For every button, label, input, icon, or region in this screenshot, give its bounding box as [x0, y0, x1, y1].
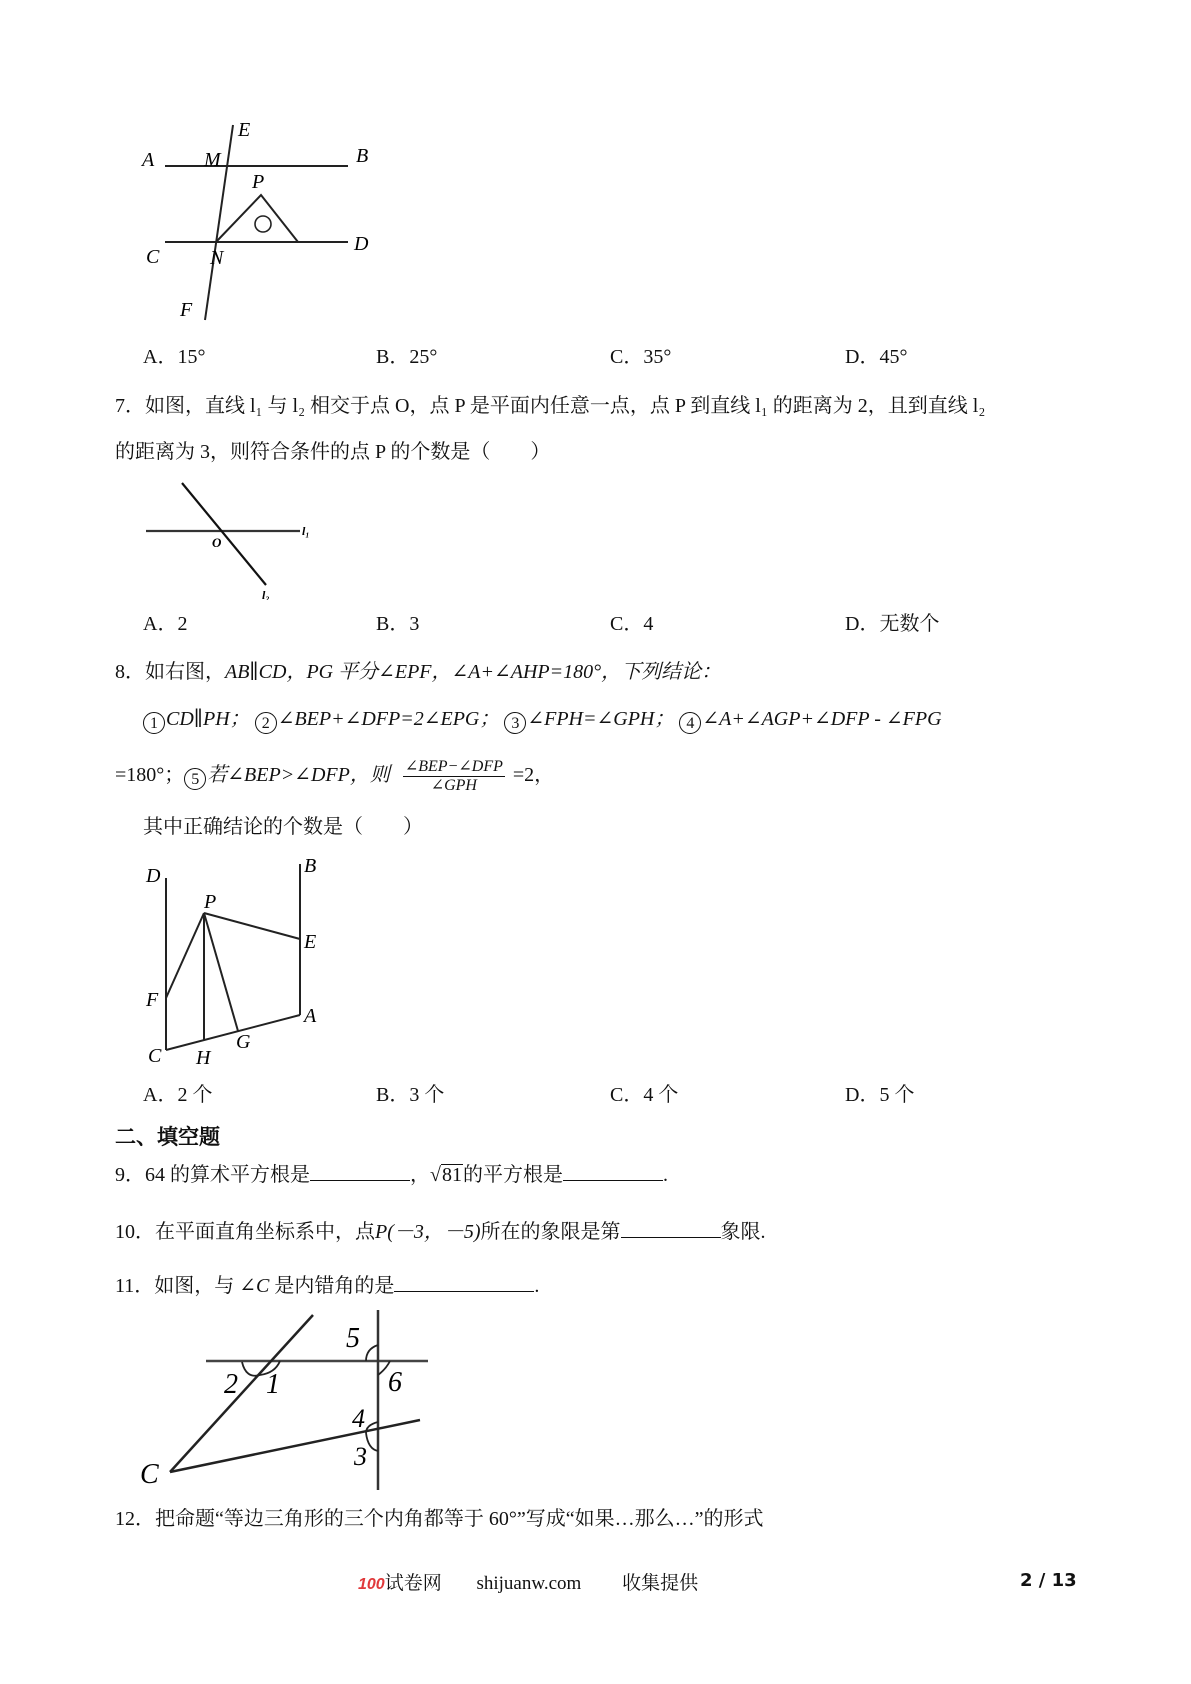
label-h: H [196, 1047, 211, 1069]
label-d: D [146, 865, 161, 887]
label-1: 1 [266, 1369, 280, 1400]
q8-text-line1 [115, 658, 721, 686]
label-l2: l₂ [262, 588, 270, 600]
label-3: 3 [354, 1442, 367, 1471]
q10-prefix: 10．在平面直角坐标系中，点 [115, 1221, 375, 1243]
q7-option-a: A．2 [143, 613, 188, 635]
q8-option-c: C．4 个 [610, 1084, 679, 1106]
q8-line3-suffix: =2， [512, 764, 555, 787]
q8-conclusion-2: ∠BEP+∠DFP=2∠EPG； [277, 708, 500, 730]
label-c: C [148, 1045, 162, 1067]
q8-text-line3 [115, 758, 554, 795]
label-2: 2 [224, 1369, 238, 1400]
q6-option-c: C．35° [610, 346, 672, 368]
q10-text [115, 1217, 766, 1246]
q8-condition: AB∥CD，PG 平分∠EPF，∠A+∠AHP=180°，下列结论： [225, 661, 722, 683]
label-b: B [304, 855, 317, 877]
q11-answer-blank[interactable] [394, 1271, 534, 1292]
line-pe [204, 913, 300, 939]
label-g: G [236, 1031, 251, 1053]
label-c: C [146, 246, 160, 268]
q9-sqrt-value: 81 [441, 1164, 462, 1186]
q10-point: P(－3，－5) [375, 1221, 481, 1243]
fraction-denominator: ∠GPH [430, 777, 477, 794]
q10-suffix: 所在的象限是第 [480, 1221, 621, 1243]
label-5: 5 [346, 1323, 360, 1354]
q11-prefix: 11．如图，与 [115, 1275, 240, 1297]
q8-text-line2 [143, 705, 942, 734]
q8-prefix: 8．如右图， [115, 661, 225, 683]
q11-end: . [534, 1275, 540, 1297]
label-n: N [210, 247, 224, 269]
line-ca [166, 1015, 300, 1050]
label-e: E [304, 931, 317, 953]
label-d: D [354, 233, 369, 255]
q6-option-a: A．15° [143, 346, 206, 368]
q8-fraction [403, 758, 505, 795]
circled-4: 4 [679, 712, 701, 734]
q11-angle: ∠C [239, 1275, 270, 1297]
q8-conclusion-1: CD∥PH； [166, 708, 250, 730]
q9-suffix: 的平方根是 [462, 1164, 563, 1186]
triangle-hole [255, 216, 271, 232]
label-p: P [204, 891, 217, 913]
label-a: A [304, 1005, 317, 1027]
q9-text: 9．64 的算术平方根是 ，√81的平方根是 . [115, 1160, 668, 1189]
line-pg [204, 913, 238, 1031]
q6-figure [140, 120, 380, 330]
page-number: 2 / 13 [1020, 1570, 1077, 1591]
label-f: F [146, 989, 159, 1011]
q7-text-line1: 7．如图，直线 l₁ 与 l₂ 相交于点 O，点 P 是平面内任意一点，点 P 到直线 l₁ 的距离为 2，且到直线 l₂ [115, 395, 986, 417]
site-logo-icon: 100 [358, 1576, 385, 1593]
q9-answer-blank-2[interactable] [563, 1160, 663, 1181]
q8-conclusion-3: ∠FPH=∠GPH； [527, 708, 675, 730]
q11-text [115, 1271, 539, 1300]
q9-prefix: 9．64 的算术平方根是 [115, 1164, 310, 1186]
circled-3: 3 [504, 712, 526, 734]
circled-2: 2 [255, 712, 277, 734]
angle-arc-3 [366, 1433, 378, 1451]
q11-figure [130, 1305, 440, 1500]
circled-5: 5 [184, 768, 206, 790]
q10-answer-blank[interactable] [621, 1217, 721, 1238]
angle-arc-2 [242, 1362, 260, 1376]
label-l1: l₁ [302, 524, 310, 538]
q8-option-d: D．5 个 [845, 1084, 915, 1106]
q9-mid: ， [410, 1164, 430, 1186]
label-m: M [204, 149, 221, 171]
footer [358, 1568, 698, 1595]
q6-option-b: B．25° [376, 346, 438, 368]
q6-option-d: D．45° [845, 346, 908, 368]
label-c: C [140, 1459, 159, 1490]
label-a: A [142, 149, 155, 171]
section-heading: 二、填空题 [115, 1125, 220, 1149]
q7-figure [140, 475, 320, 600]
transversal-c-up [170, 1315, 313, 1472]
q7-option-b: B．3 [376, 613, 420, 635]
footer-domain[interactable]: shijuanw.com [476, 1573, 582, 1594]
label-o: O [212, 535, 222, 550]
q10-end: 象限. [720, 1221, 766, 1243]
q8-line3-prefix: =180°； [115, 764, 185, 787]
line-pf [166, 913, 204, 998]
q8-text-line4: 其中正确结论的个数是（ ） [143, 816, 423, 838]
q9-end: . [662, 1164, 668, 1186]
footer-provided: 收集提供 [622, 1573, 699, 1594]
q12-text: 12．把命题“等边三角形的三个内角都等于 60°”写成“如果…那么…”的形式 [115, 1508, 764, 1530]
q7-option-c: C．4 [610, 613, 654, 635]
q7-text-line2: 的距离为 3，则符合条件的点 P 的个数是（ ） [115, 441, 551, 463]
q8-conclusion-5: 若∠BEP>∠DFP，则 [207, 764, 390, 787]
q8-figure [140, 850, 340, 1070]
q8-option-b: B．3 个 [376, 1084, 445, 1106]
circled-1: 1 [143, 712, 165, 734]
line-c-right [170, 1420, 420, 1472]
label-f: F [180, 299, 193, 321]
q8-conclusion-4: ∠A+∠AGP+∠DFP - ∠FPG [702, 708, 942, 730]
angle-arc-5 [366, 1345, 378, 1361]
label-6: 6 [388, 1367, 402, 1398]
q8-option-a: A．2 个 [143, 1084, 213, 1106]
label-p: P [252, 171, 265, 193]
q9-answer-blank-1[interactable] [310, 1160, 410, 1181]
q7-option-d: D．无数个 [845, 613, 940, 635]
label-e: E [238, 120, 251, 141]
label-4: 4 [352, 1404, 365, 1433]
fraction-numerator: ∠BEP−∠DFP [404, 758, 503, 775]
q11-suffix: 是内错角的是 [269, 1275, 395, 1297]
label-b: B [356, 145, 369, 167]
footer-site-name: 试卷网 [384, 1573, 442, 1594]
line-l2 [182, 483, 266, 585]
